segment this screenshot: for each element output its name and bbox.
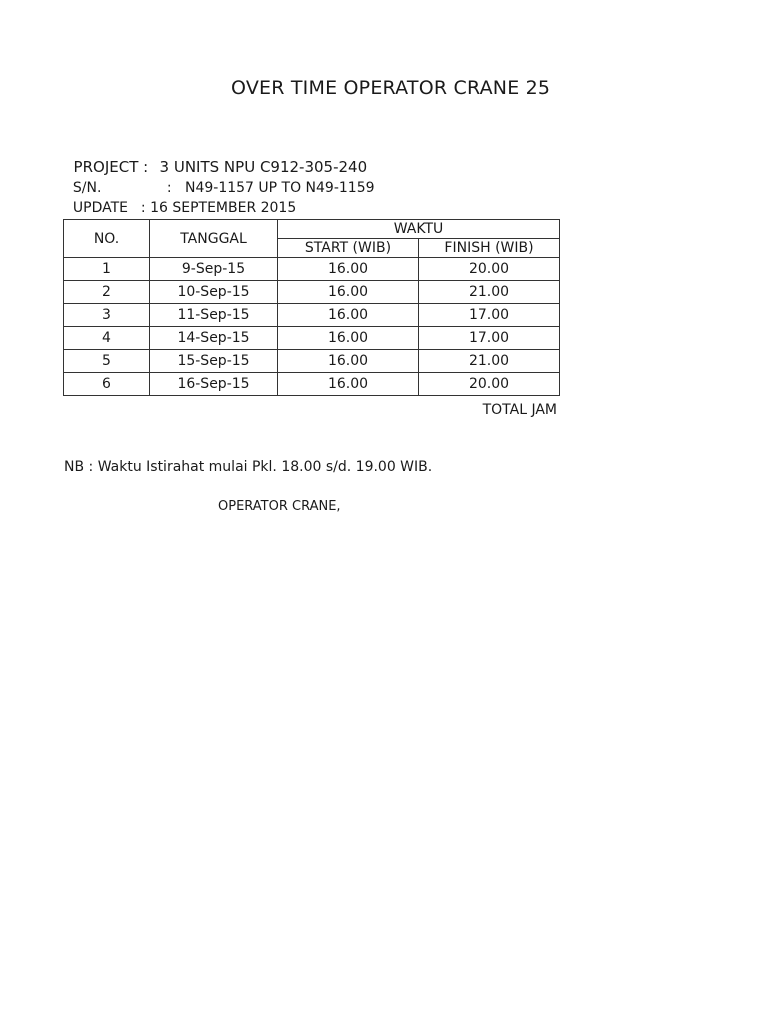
- cell-no: 3: [64, 304, 150, 327]
- header-no: NO.: [64, 220, 150, 258]
- cell-tanggal: 10-Sep-15: [150, 281, 278, 304]
- cell-start: 16.00: [278, 281, 419, 304]
- cell-no: 1: [64, 258, 150, 281]
- cell-tanggal: 14-Sep-15: [150, 327, 278, 350]
- table-row: [64, 281, 560, 304]
- cell-no: 2: [64, 281, 150, 304]
- header-tanggal: TANGGAL: [150, 220, 278, 258]
- document-title: OVER TIME OPERATOR CRANE 25: [231, 77, 551, 99]
- serial-number-value: : N49-1157 UP TO N49-1159: [166, 180, 375, 196]
- operator-signature-label: OPERATOR CRANE,: [218, 499, 341, 514]
- table-row: [64, 373, 560, 396]
- cell-tanggal: 11-Sep-15: [150, 304, 278, 327]
- cell-finish: 17.00: [419, 327, 560, 350]
- cell-finish: 20.00: [419, 258, 560, 281]
- update-value: : 16 SEPTEMBER 2015: [140, 200, 297, 216]
- cell-start: 16.00: [278, 373, 419, 396]
- cell-no: 5: [64, 350, 150, 373]
- header-waktu: WAKTU: [278, 220, 560, 239]
- cell-start: 16.00: [278, 304, 419, 327]
- table-row: [64, 327, 560, 350]
- cell-no: 6: [64, 373, 150, 396]
- cell-tanggal: 15-Sep-15: [150, 350, 278, 373]
- update-line: [64, 181, 296, 217]
- total-jam-label: TOTAL JAM: [482, 402, 557, 418]
- cell-tanggal: 9-Sep-15: [150, 258, 278, 281]
- document-title-bar: [0, 75, 768, 105]
- table-row: [64, 258, 560, 281]
- cell-start: 16.00: [278, 258, 419, 281]
- project-label: PROJECT :: [73, 158, 149, 176]
- cell-start: 16.00: [278, 350, 419, 373]
- cell-tanggal: 16-Sep-15: [150, 373, 278, 396]
- overtime-table: [63, 219, 560, 396]
- project-value: 3 UNITS NPU C912-305-240: [159, 158, 368, 176]
- cell-no: 4: [64, 327, 150, 350]
- rest-time-note: NB : Waktu Istirahat mulai Pkl. 18.00 s/d. 19.00 WIB.: [64, 459, 433, 475]
- header-start: START (WIB): [278, 239, 419, 258]
- table-row: [64, 350, 560, 373]
- update-label: UPDATE: [72, 200, 129, 216]
- table-row: [64, 304, 560, 327]
- cell-finish: 21.00: [419, 281, 560, 304]
- serial-number-label: S/N.: [72, 180, 102, 196]
- cell-finish: 17.00: [419, 304, 560, 327]
- cell-finish: 20.00: [419, 373, 560, 396]
- cell-start: 16.00: [278, 327, 419, 350]
- header-finish: FINISH (WIB): [419, 239, 560, 258]
- cell-finish: 21.00: [419, 350, 560, 373]
